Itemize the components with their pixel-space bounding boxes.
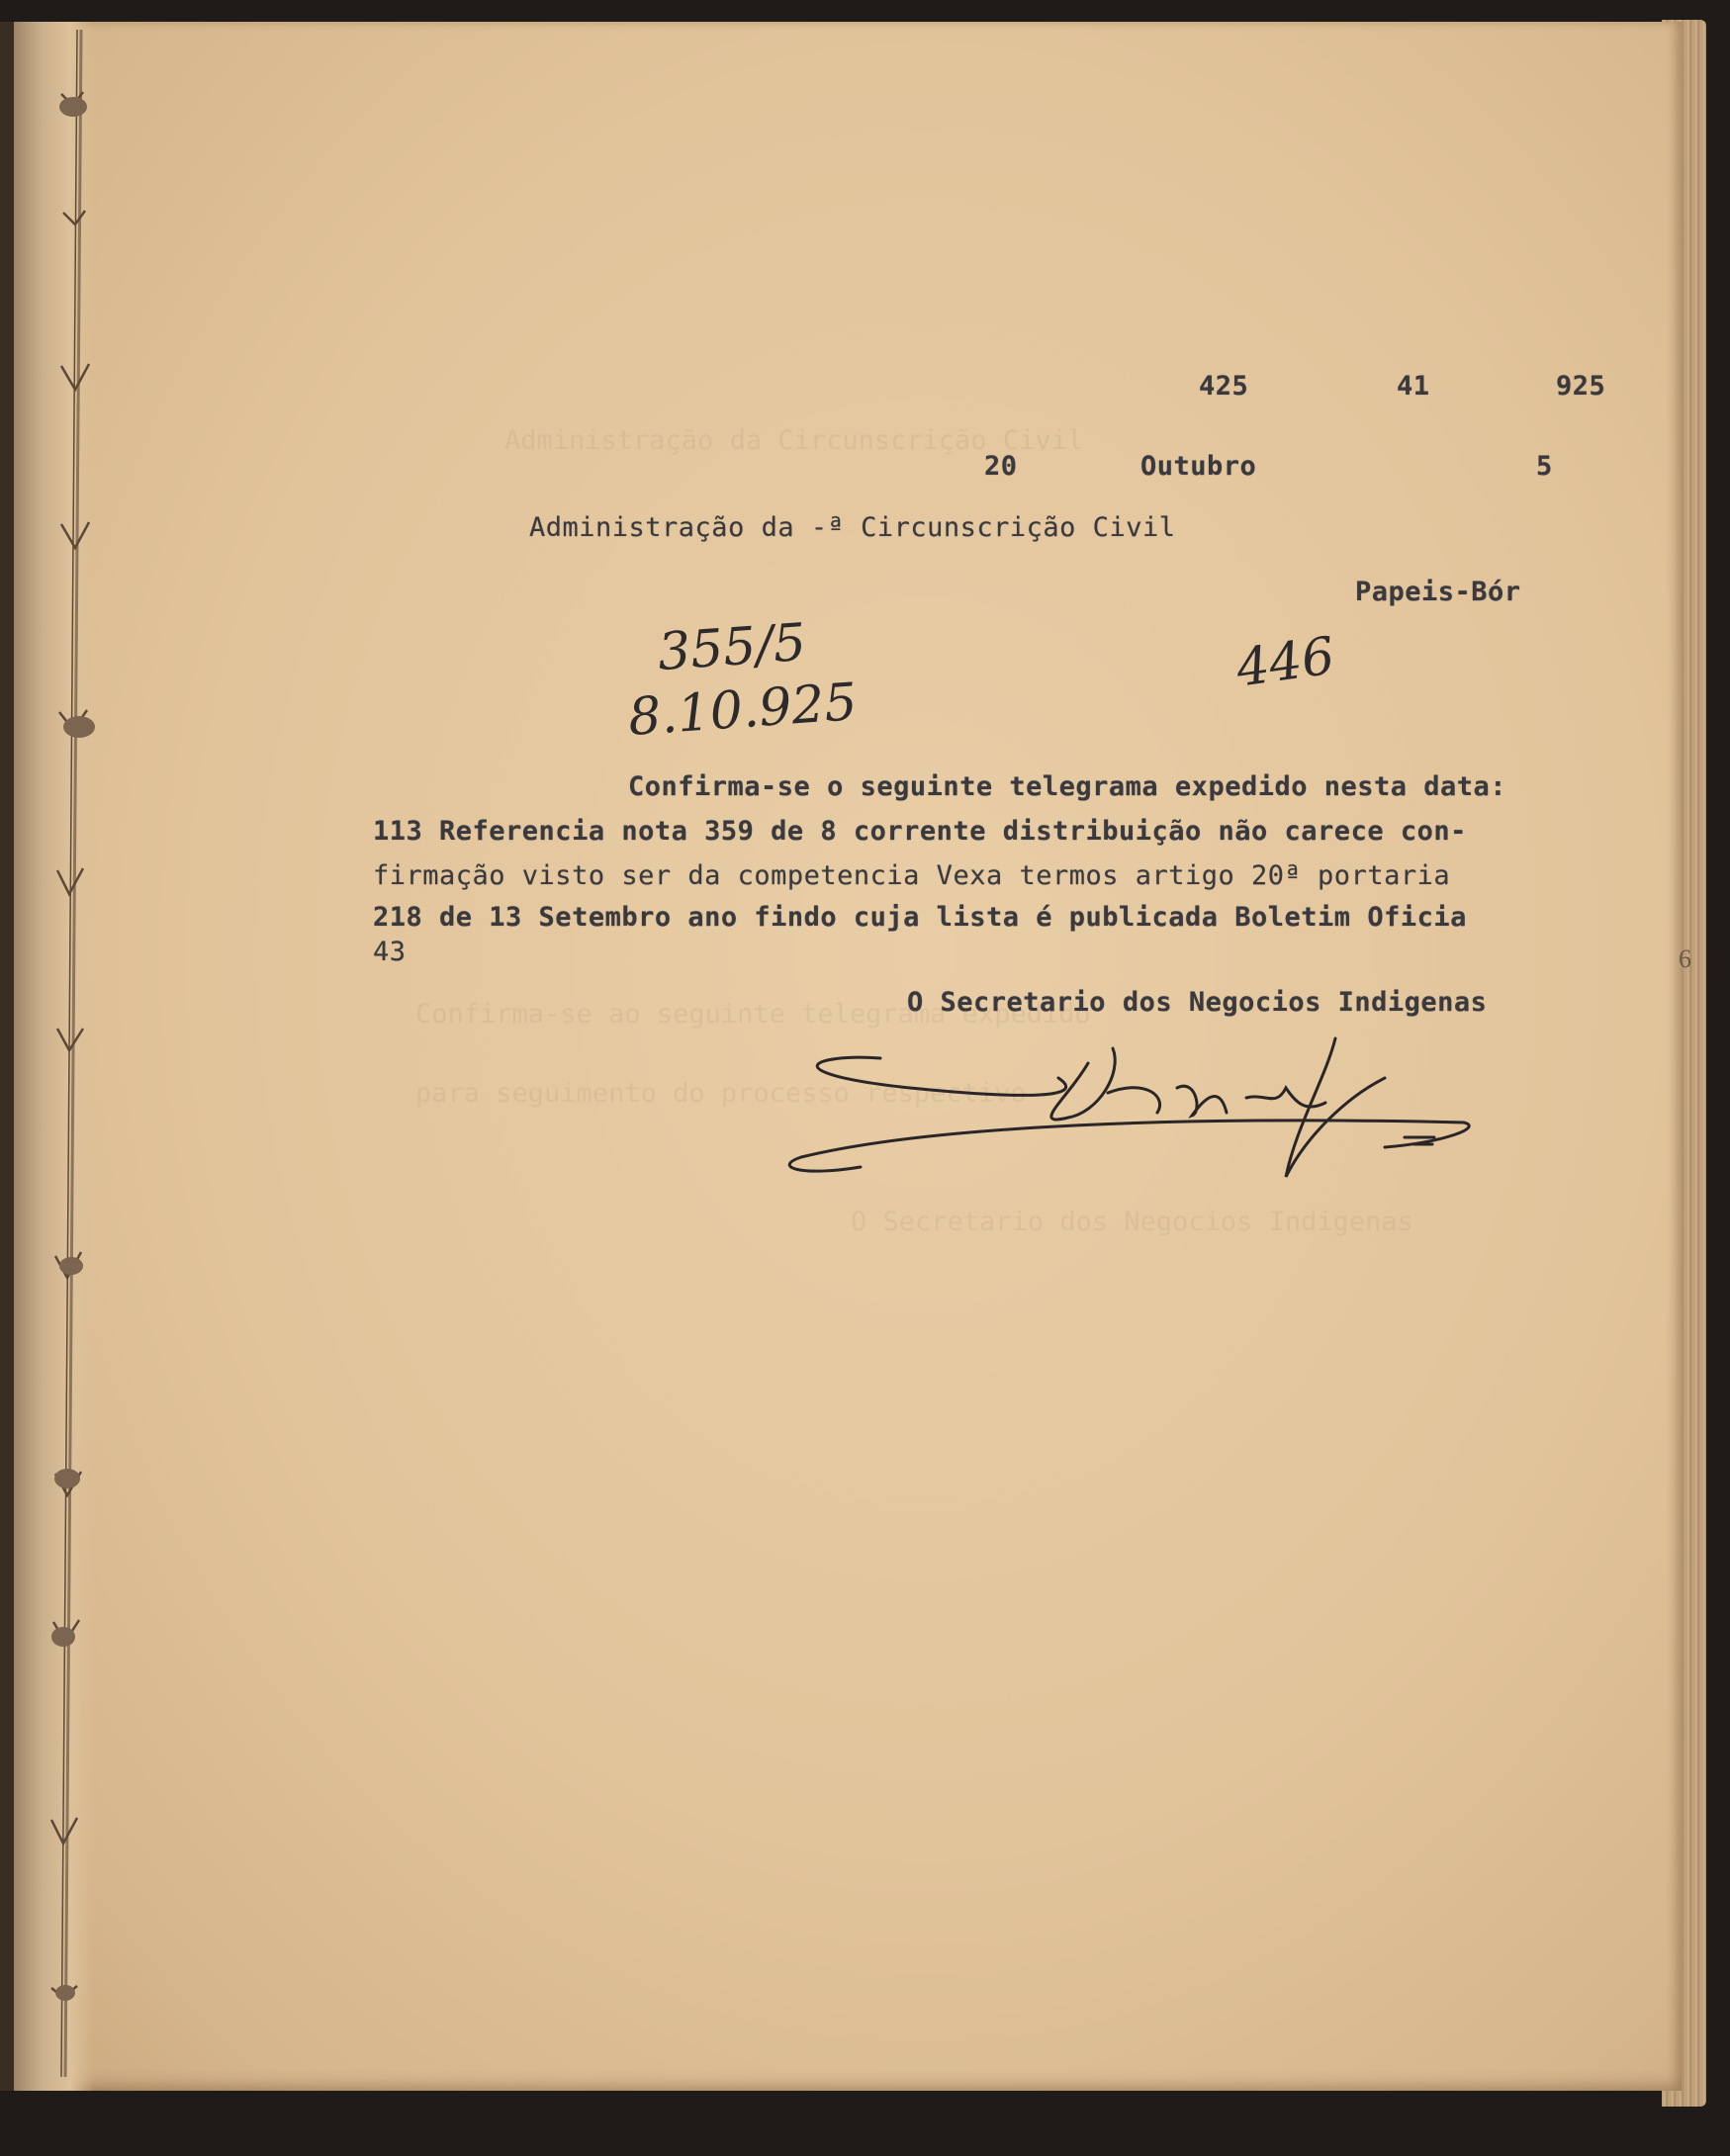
header-day: 20 — [984, 451, 1018, 482]
handwritten-signature — [732, 1019, 1484, 1216]
handwritten-number: 446 — [1232, 626, 1338, 699]
place-line: Papeis-Bór — [1355, 577, 1521, 607]
header-number-1: 425 — [1199, 371, 1249, 402]
page-edge-mark: 6 — [1679, 944, 1691, 973]
handwritten-reference: 355/5 — [656, 612, 808, 683]
body-line-3: firmação visto ser da competencia Vexa termos artigo 20ª portaria — [373, 860, 1451, 891]
header-number-2: 41 — [1397, 371, 1430, 402]
body-line-2: 113 Referencia nota 359 de 8 corrente distribuição não carece con- — [373, 816, 1467, 847]
body-line-1: Confirma-se o seguinte telegrama expedido nesta data: — [628, 771, 1507, 802]
show-through-text: O Secretario dos Negocios Indigenas — [851, 1207, 1413, 1237]
body-line-5: 43 — [373, 937, 407, 967]
show-through-text: Confirma-se ao seguinte telegrama expedido — [415, 999, 1091, 1030]
header-month: Outubro — [1140, 451, 1257, 482]
show-through-text: para seguimento do processo respectivo — [415, 1078, 1027, 1109]
handwritten-date: 8.10.925 — [626, 672, 860, 749]
binding-stitches — [0, 0, 119, 2156]
header-number-3: 925 — [1556, 371, 1606, 402]
closing-signatory: O Secretario dos Negocios Indigenas — [907, 987, 1488, 1018]
header-number-4: 5 — [1536, 451, 1553, 482]
body-line-4: 218 de 13 Setembro ano findo cuja lista é publicada Boletim Oficia — [373, 902, 1467, 933]
show-through-text: Administração da Circunscrição Civil — [504, 425, 1084, 456]
sender-line: Administração da -ª Circunscrição Civil — [529, 512, 1176, 543]
